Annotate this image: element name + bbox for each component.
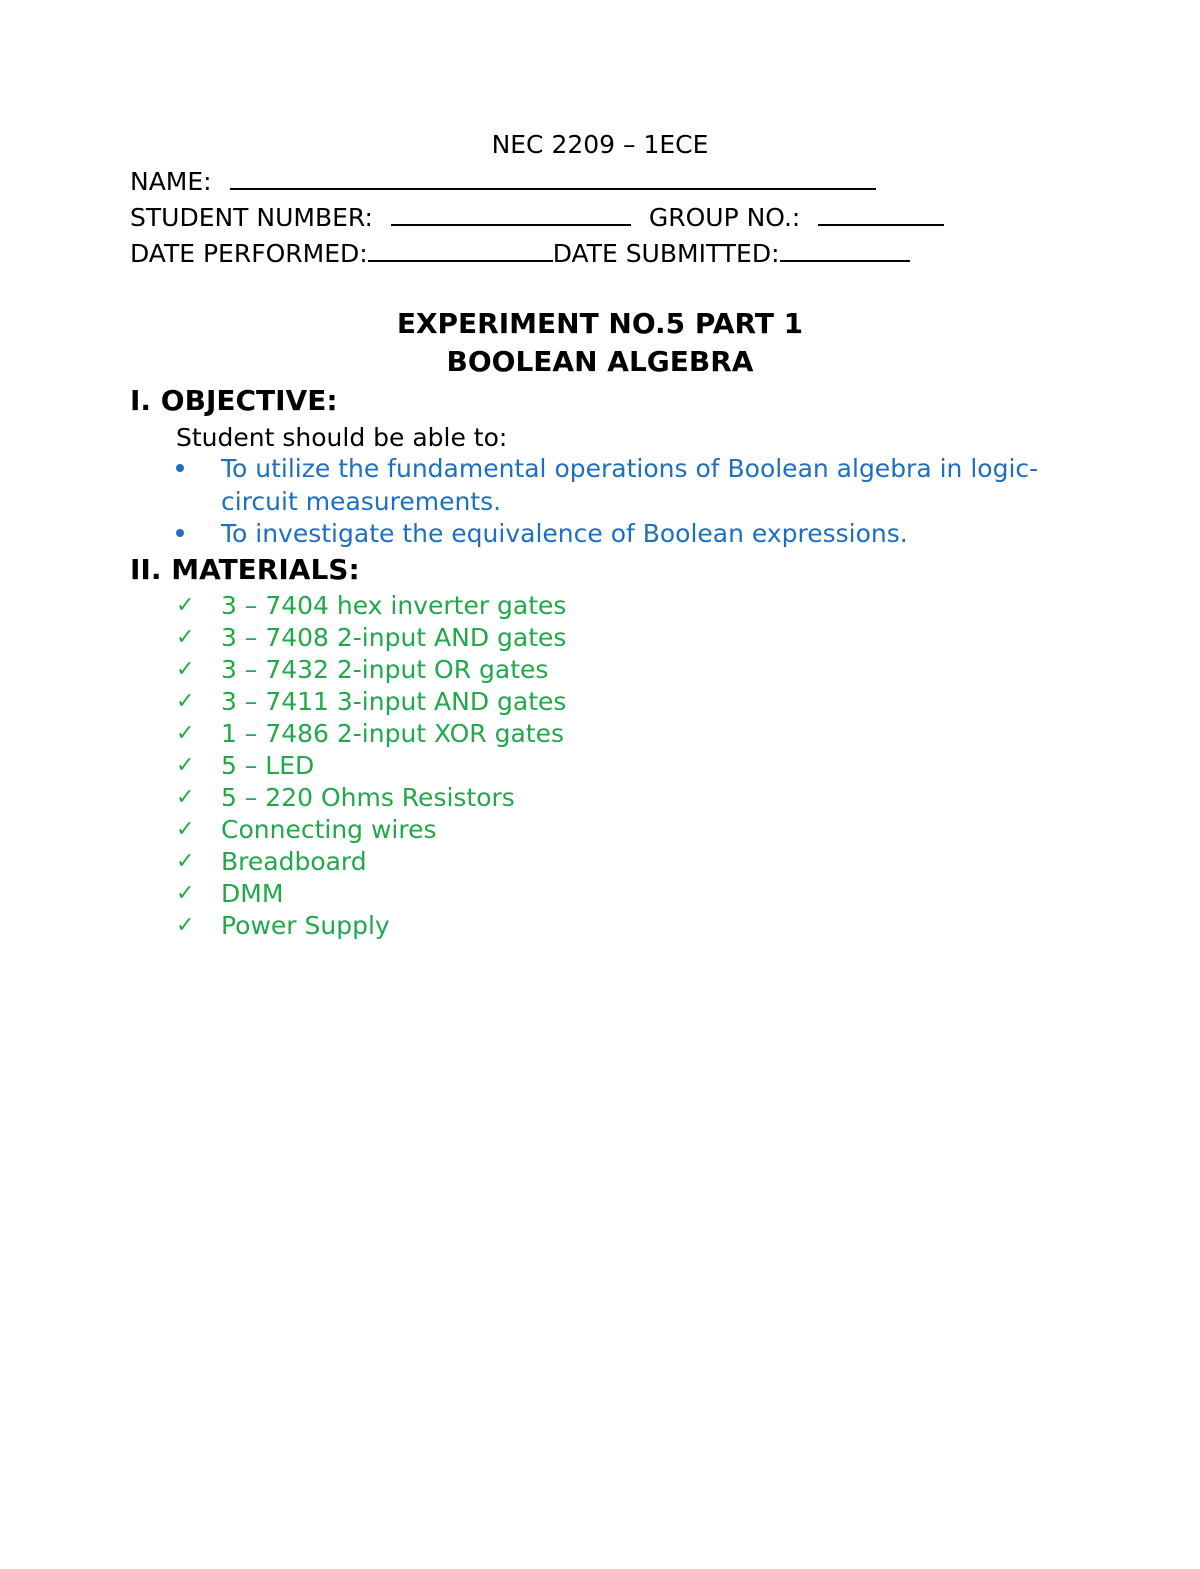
bullet-icon: [176, 464, 184, 472]
material-item: 3 – 7408 2-input AND gates: [221, 623, 567, 652]
checkmark-icon: ✓: [176, 625, 195, 650]
name-label: NAME:: [130, 167, 212, 196]
group-blank: [818, 202, 944, 226]
name-blank: [230, 166, 876, 190]
material-item: DMM: [221, 879, 284, 908]
material-item: Power Supply: [221, 911, 390, 940]
name-row: [130, 166, 876, 197]
material-item: 1 – 7486 2-input XOR gates: [221, 719, 564, 748]
experiment-subtitle: BOOLEAN ALGEBRA: [446, 345, 754, 378]
material-item: 3 – 7404 hex inverter gates: [221, 591, 567, 620]
course-code: NEC 2209 – 1ECE: [491, 130, 709, 159]
checkmark-icon: ✓: [176, 849, 195, 874]
objective-item-1-cont: circuit measurements.: [221, 487, 502, 516]
checkmark-icon: ✓: [176, 753, 195, 778]
checkmark-icon: ✓: [176, 817, 195, 842]
material-item: 3 – 7411 3-input AND gates: [221, 687, 567, 716]
checkmark-icon: ✓: [176, 721, 195, 746]
student-number-row: [130, 202, 944, 233]
material-item: 5 – 220 Ohms Resistors: [221, 783, 515, 812]
material-item: 5 – LED: [221, 751, 315, 780]
material-item: Breadboard: [221, 847, 367, 876]
objective-intro: Student should be able to:: [176, 423, 508, 452]
material-item: 3 – 7432 2-input OR gates: [221, 655, 549, 684]
checkmark-icon: ✓: [176, 881, 195, 906]
group-label: GROUP NO.:: [648, 203, 801, 232]
bullet-icon: [176, 529, 184, 537]
experiment-title: EXPERIMENT NO.5 PART 1: [396, 307, 804, 340]
material-item: Connecting wires: [221, 815, 437, 844]
date-performed-label: DATE PERFORMED:: [130, 239, 368, 268]
checkmark-icon: ✓: [176, 657, 195, 682]
date-performed-blank: [368, 238, 553, 262]
materials-heading: II. MATERIALS:: [130, 553, 360, 586]
dates-row: [130, 238, 910, 269]
student-number-blank: [391, 202, 631, 226]
date-submitted-label: DATE SUBMITTED:: [552, 239, 780, 268]
date-submitted-blank: [780, 238, 910, 262]
objective-item-2: To investigate the equivalence of Boolean expressions.: [221, 519, 908, 548]
checkmark-icon: ✓: [176, 913, 195, 938]
checkmark-icon: ✓: [176, 593, 195, 618]
objective-item-1: To utilize the fundamental operations of Boolean algebra in logic-: [221, 454, 1039, 483]
objective-heading: I. OBJECTIVE:: [130, 384, 338, 417]
checkmark-icon: ✓: [176, 785, 195, 810]
student-number-label: STUDENT NUMBER:: [130, 203, 373, 232]
checkmark-icon: ✓: [176, 689, 195, 714]
